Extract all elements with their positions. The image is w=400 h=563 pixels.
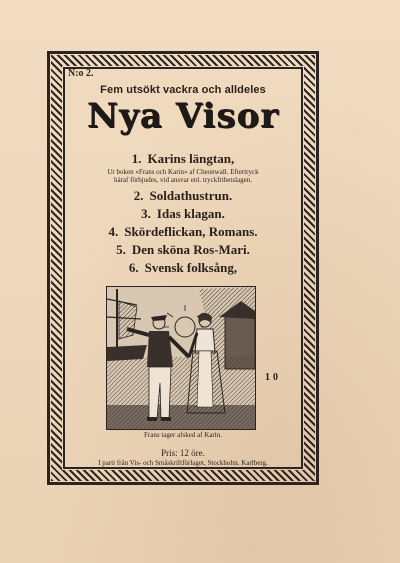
issue-number: N:o 2. xyxy=(68,68,94,79)
song-number: 2. xyxy=(133,188,144,203)
song-list xyxy=(60,150,306,277)
song-title: Idas klagan. xyxy=(156,206,225,221)
song-number: 4. xyxy=(108,224,119,239)
illustration-caption: Frans tager afsked af Karin. xyxy=(144,431,222,439)
song-title: Skördeflickan, Romans. xyxy=(124,224,258,239)
song-title: Karins längtan, xyxy=(147,151,235,166)
side-number: 10 xyxy=(265,372,281,383)
song-title: Soldathustrun. xyxy=(149,188,233,203)
song-number: 6. xyxy=(128,260,139,275)
song-item xyxy=(60,187,306,205)
song-number: 5. xyxy=(116,242,126,257)
song-title: Den sköna Ros-Mari. xyxy=(131,242,250,257)
woodcut-illustration xyxy=(106,286,256,430)
song-item xyxy=(60,223,306,241)
song-item xyxy=(60,205,306,223)
song-number: 3. xyxy=(141,206,151,221)
song-item xyxy=(60,241,306,259)
publisher-imprint: I parti från Vis- och Småskriftförlaget, Stockholm. Karlberg. xyxy=(98,459,268,467)
farewell-scene-illustration xyxy=(107,287,255,429)
song-note-line: häraf förbjudes, vid ansvar enl. tryckfrihetslagen. xyxy=(113,176,252,184)
song-title: Svensk folksång, xyxy=(144,260,238,275)
song-note-line: Ur boken «Frans och Karin» af Cheonwall. Eftertryck xyxy=(107,168,259,176)
tagline: Fem utsökt vackra och alldeles xyxy=(100,84,266,96)
song-item xyxy=(60,150,306,168)
song-number: 1. xyxy=(131,151,142,166)
song-note xyxy=(60,168,306,184)
song-item xyxy=(60,259,306,277)
price: Pris: 12 öre. xyxy=(161,448,205,458)
page-title: Nya Visor xyxy=(86,96,280,136)
